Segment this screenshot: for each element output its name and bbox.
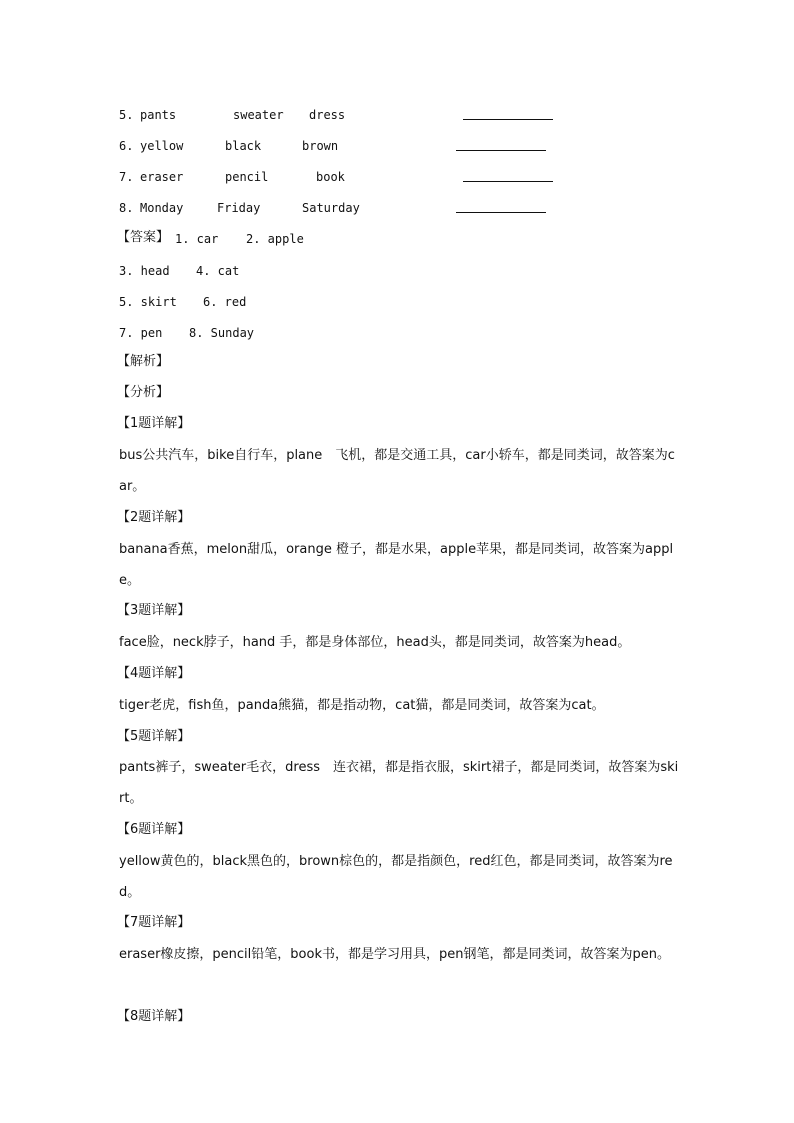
word-2: Friday: [217, 201, 261, 215]
word-3: Saturday: [302, 201, 360, 215]
detail-title-8: 【8题详解】: [117, 1009, 191, 1024]
detail-title-2: 【2题详解】: [117, 510, 191, 525]
answer-blank[interactable]: [456, 150, 546, 151]
answer-blank[interactable]: [463, 119, 553, 120]
detail-text-4: tiger老虎，fish鱼，panda熊猫，都是指动物，cat猫，都是同类词，故答案为cat。: [119, 698, 605, 713]
detail-title-1: 【1题详解】: [117, 416, 191, 431]
detail-title-6: 【6题详解】: [117, 822, 191, 837]
detail-title-4: 【4题详解】: [117, 666, 191, 681]
answer-label: 【答案】: [117, 230, 170, 245]
detail-text-1: bus公共汽车，bike自行车，plane 飞机，都是交通工具，car小轿车，都是同类词，故答案为car。: [119, 448, 675, 494]
analysis-label: 【解析】: [117, 354, 170, 369]
detail-text-3: face脸，neck脖子，hand 手，都是身体部位，head头，都是同类词，故答案为head。: [119, 635, 631, 650]
answer-item: 2. apple: [246, 232, 304, 246]
detail-title-3: 【3题详解】: [117, 603, 191, 618]
detail-title-7: 【7题详解】: [117, 915, 191, 930]
question-number: 6.: [119, 139, 134, 153]
answer-item: 3. head: [119, 264, 170, 278]
word-1: eraser: [140, 170, 184, 184]
question-number: 8.: [119, 201, 134, 215]
analysis-sub-label: 【分析】: [117, 385, 170, 400]
word-3: book: [316, 170, 345, 184]
word-2: pencil: [225, 170, 269, 184]
word-3: brown: [302, 139, 339, 153]
word-2: sweater: [233, 108, 284, 122]
answer-item: 7. pen: [119, 326, 163, 340]
word-3: dress: [309, 108, 346, 122]
question-number: 5.: [119, 108, 134, 122]
detail-text-5: pants裤子，sweater毛衣，dress 连衣裙，都是指衣服，skirt裙子，都是同类词，故答案为skirt。: [119, 760, 679, 806]
word-1: Monday: [140, 201, 184, 215]
answer-item: 8. Sunday: [189, 326, 255, 340]
answer-blank[interactable]: [456, 212, 546, 213]
detail-text-6: yellow黄色的，black黑色的，brown棕色的，都是指颜色，red红色，都是同类词，故答案为red。: [119, 854, 673, 900]
answer-blank[interactable]: [463, 181, 553, 182]
answer-item: 1. car: [175, 232, 219, 246]
answer-item: 6. red: [203, 295, 247, 309]
detail-text-7: eraser橡皮擦，pencil铅笔，book书，都是学习用具，pen钢笔，都是同类词，故答案为pen。: [119, 947, 670, 962]
detail-text-2: banana香蕉，melon甜瓜，orange 橙子，都是水果，apple苹果，都是同类词，故答案为apple。: [119, 542, 674, 588]
word-2: black: [225, 139, 262, 153]
answer-item: 5. skirt: [119, 295, 177, 309]
word-1: yellow: [140, 139, 184, 153]
question-number: 7.: [119, 170, 134, 184]
word-1: pants: [140, 108, 177, 122]
answer-item: 4. cat: [196, 264, 240, 278]
detail-title-5: 【5题详解】: [117, 729, 191, 744]
